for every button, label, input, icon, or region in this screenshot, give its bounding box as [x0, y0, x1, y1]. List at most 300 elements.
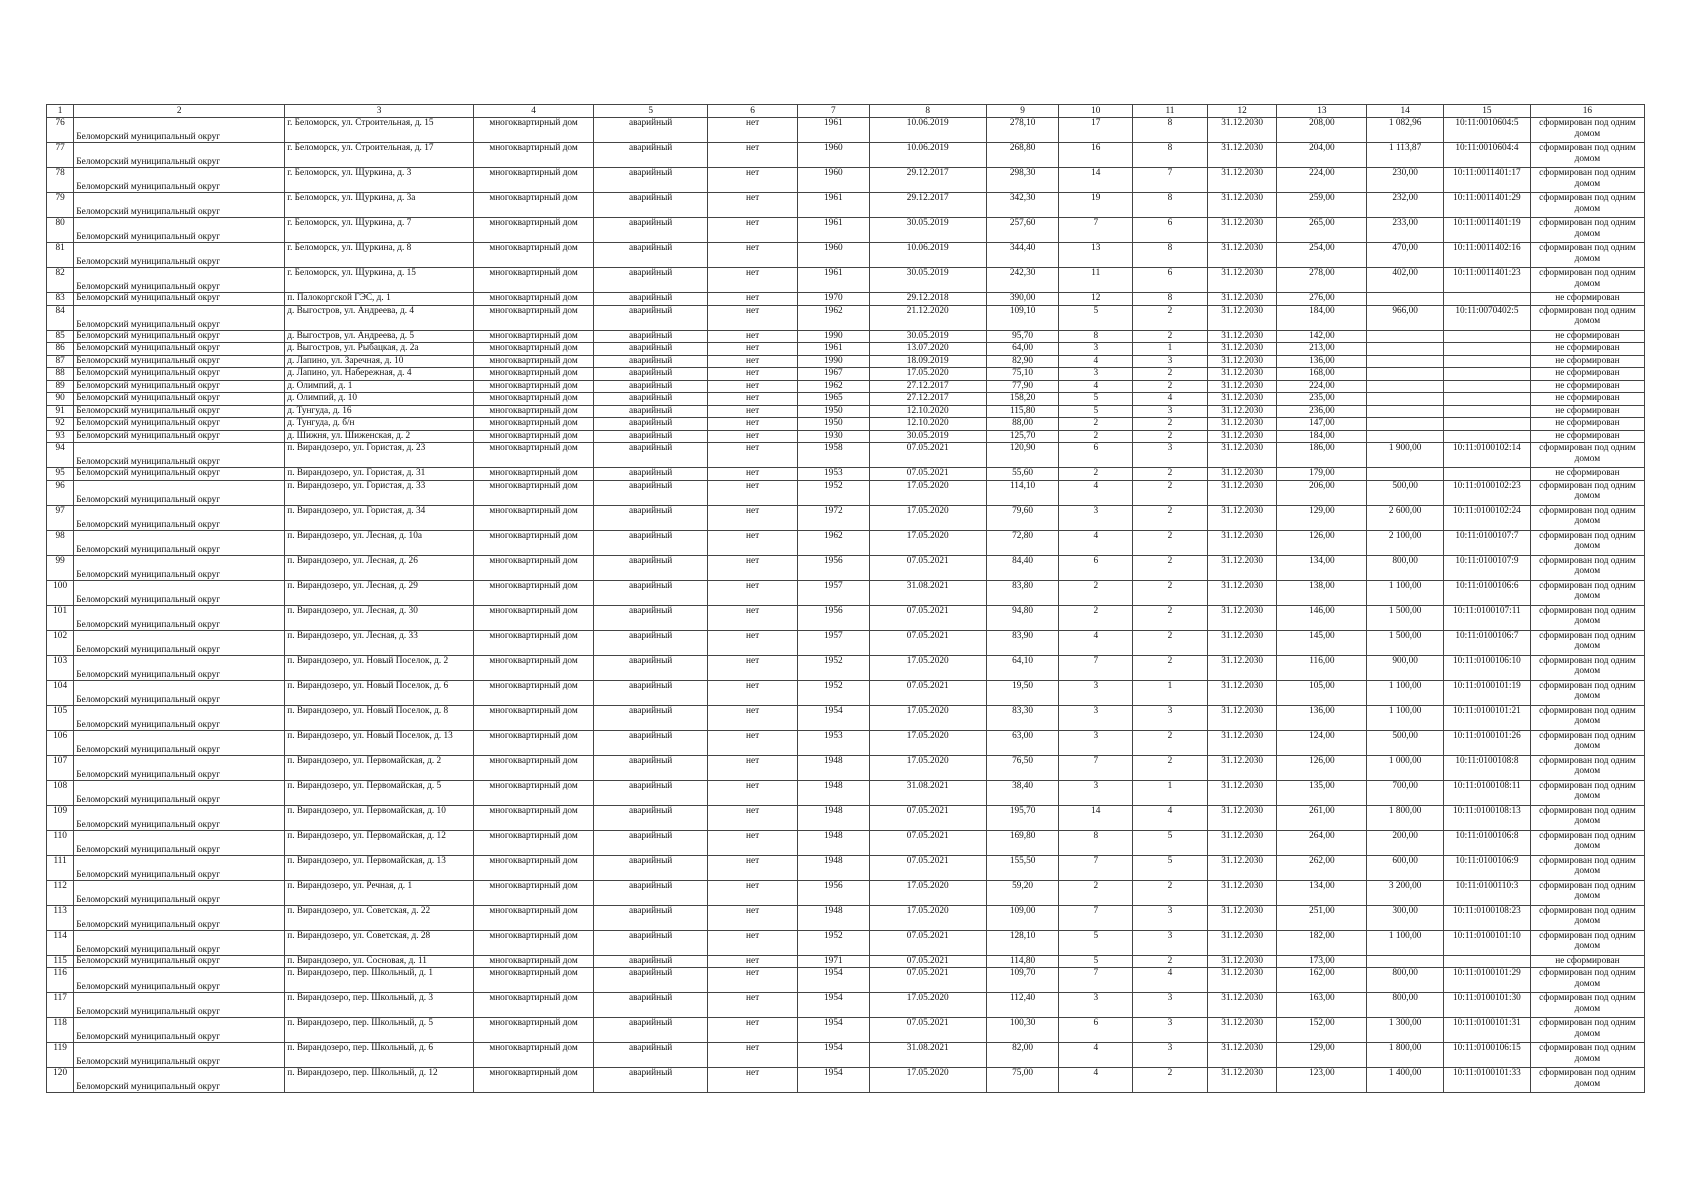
building-type-cell: многоквартирный дом [473, 405, 593, 418]
row-number-cell: 108 [47, 780, 74, 805]
flag-cell: нет [708, 930, 798, 955]
row-number-cell: 88 [47, 368, 74, 381]
col13-cell: 213,00 [1277, 343, 1367, 356]
municipality-cell: Беломорский муниципальный округ [74, 243, 285, 268]
land-area-cell: 1 500,00 [1367, 605, 1444, 630]
building-type-cell: многоквартирный дом [473, 805, 593, 830]
land-area-cell: 2 600,00 [1367, 505, 1444, 530]
deadline-cell: 31.12.2030 [1207, 505, 1277, 530]
area-cell: 344,40 [986, 243, 1059, 268]
flag-cell: нет [708, 118, 798, 143]
land-area-cell: 1 100,00 [1367, 705, 1444, 730]
row-number-cell: 89 [47, 380, 74, 393]
condition-cell: аварийный [594, 955, 708, 968]
land-status-cell: сформирован под одним домом [1530, 555, 1644, 580]
table-row [47, 605, 1645, 630]
col11-cell: 2 [1133, 605, 1208, 630]
land-status-cell: сформирован под одним домом [1530, 655, 1644, 680]
recognition-date-cell: 21.12.2020 [869, 305, 986, 330]
col13-cell: 204,00 [1277, 143, 1367, 168]
land-status-cell: сформирован под одним домом [1530, 118, 1644, 143]
row-number-cell: 82 [47, 268, 74, 293]
building-type-cell: многоквартирный дом [473, 655, 593, 680]
address-cell: п. Вирандозеро, ул. Первомайская, д. 5 [285, 780, 474, 805]
col13-cell: 278,00 [1277, 268, 1367, 293]
deadline-cell: 31.12.2030 [1207, 680, 1277, 705]
cadastral-number-cell: 10:11:0100102:24 [1444, 505, 1531, 530]
address-cell: д. Шижня, ул. Шиженская, д. 2 [285, 430, 474, 443]
land-status-cell: сформирован под одним домом [1530, 268, 1644, 293]
col10-cell: 8 [1059, 830, 1133, 855]
col11-cell: 6 [1133, 218, 1208, 243]
recognition-date-cell: 17.05.2020 [869, 530, 986, 555]
municipality-cell: Беломорский муниципальный округ [74, 343, 285, 356]
building-type-cell: многоквартирный дом [473, 630, 593, 655]
area-cell: 59,20 [986, 880, 1059, 905]
cadastral-number-cell: 10:11:0100102:23 [1444, 480, 1531, 505]
building-type-cell: многоквартирный дом [473, 343, 593, 356]
municipality-cell: Беломорский муниципальный округ [74, 805, 285, 830]
table-row [47, 968, 1645, 993]
condition-cell: аварийный [594, 380, 708, 393]
year-built-cell: 1956 [798, 555, 870, 580]
deadline-cell: 31.12.2030 [1207, 1018, 1277, 1043]
column-header: 7 [798, 105, 870, 118]
column-header: 1 [47, 105, 74, 118]
table-row [47, 443, 1645, 468]
municipality-cell: Беломорский муниципальный округ [74, 755, 285, 780]
col11-cell: 3 [1133, 355, 1208, 368]
address-cell: д. Выгостров, ул. Рыбацкая, д. 2а [285, 343, 474, 356]
deadline-cell: 31.12.2030 [1207, 905, 1277, 930]
year-built-cell: 1952 [798, 655, 870, 680]
cadastral-number-cell [1444, 368, 1531, 381]
cadastral-number-cell: 10:11:0010604:5 [1444, 118, 1531, 143]
table-row [47, 705, 1645, 730]
condition-cell: аварийный [594, 480, 708, 505]
year-built-cell: 1950 [798, 405, 870, 418]
municipality-cell: Беломорский муниципальный округ [74, 468, 285, 481]
condition-cell: аварийный [594, 605, 708, 630]
cadastral-number-cell [1444, 330, 1531, 343]
recognition-date-cell: 07.05.2021 [869, 805, 986, 830]
condition-cell: аварийный [594, 968, 708, 993]
condition-cell: аварийный [594, 580, 708, 605]
row-number-cell: 107 [47, 755, 74, 780]
flag-cell: нет [708, 268, 798, 293]
building-type-cell: многоквартирный дом [473, 968, 593, 993]
municipality-cell: Беломорский муниципальный округ [74, 355, 285, 368]
col10-cell: 2 [1059, 468, 1133, 481]
building-type-cell: многоквартирный дом [473, 193, 593, 218]
flag-cell: нет [708, 880, 798, 905]
condition-cell: аварийный [594, 1068, 708, 1093]
condition-cell: аварийный [594, 293, 708, 306]
condition-cell: аварийный [594, 655, 708, 680]
col11-cell: 2 [1133, 505, 1208, 530]
cadastral-number-cell: 10:11:0100101:10 [1444, 930, 1531, 955]
table-row [47, 430, 1645, 443]
col11-cell: 1 [1133, 343, 1208, 356]
recognition-date-cell: 07.05.2021 [869, 1018, 986, 1043]
year-built-cell: 1954 [798, 1018, 870, 1043]
registry-table [46, 104, 1645, 1093]
condition-cell: аварийный [594, 393, 708, 406]
recognition-date-cell: 17.05.2020 [869, 655, 986, 680]
land-status-cell: сформирован под одним домом [1530, 605, 1644, 630]
col10-cell: 7 [1059, 218, 1133, 243]
land-status-cell: сформирован под одним домом [1530, 168, 1644, 193]
land-area-cell: 1 800,00 [1367, 805, 1444, 830]
address-cell: п. Вирандозеро, ул. Лесная, д. 33 [285, 630, 474, 655]
deadline-cell: 31.12.2030 [1207, 118, 1277, 143]
col13-cell: 184,00 [1277, 305, 1367, 330]
table-row [47, 630, 1645, 655]
address-cell: г. Беломорск, ул. Строительная, д. 15 [285, 118, 474, 143]
column-header: 10 [1059, 105, 1133, 118]
municipality-cell: Беломорский муниципальный округ [74, 293, 285, 306]
table-row [47, 355, 1645, 368]
land-area-cell: 500,00 [1367, 730, 1444, 755]
recognition-date-cell: 07.05.2021 [869, 468, 986, 481]
condition-cell: аварийный [594, 805, 708, 830]
row-number-cell: 77 [47, 143, 74, 168]
col13-cell: 173,00 [1277, 955, 1367, 968]
col10-cell: 14 [1059, 805, 1133, 830]
col13-cell: 129,00 [1277, 505, 1367, 530]
table-row [47, 730, 1645, 755]
deadline-cell: 31.12.2030 [1207, 368, 1277, 381]
recognition-date-cell: 29.12.2018 [869, 293, 986, 306]
flag-cell: нет [708, 393, 798, 406]
land-status-cell: не сформирован [1530, 405, 1644, 418]
year-built-cell: 1956 [798, 880, 870, 905]
col13-cell: 276,00 [1277, 293, 1367, 306]
year-built-cell: 1960 [798, 243, 870, 268]
column-header: 4 [473, 105, 593, 118]
deadline-cell: 31.12.2030 [1207, 655, 1277, 680]
recognition-date-cell: 31.08.2021 [869, 580, 986, 605]
building-type-cell: многоквартирный дом [473, 393, 593, 406]
flag-cell: нет [708, 418, 798, 431]
col13-cell: 186,00 [1277, 443, 1367, 468]
municipality-cell: Беломорский муниципальный округ [74, 268, 285, 293]
address-cell: п. Вирандозеро, ул. Сосновая, д. 11 [285, 955, 474, 968]
row-number-cell: 90 [47, 393, 74, 406]
col11-cell: 5 [1133, 855, 1208, 880]
land-status-cell: сформирован под одним домом [1530, 443, 1644, 468]
table-row [47, 655, 1645, 680]
row-number-cell: 102 [47, 630, 74, 655]
row-number-cell: 112 [47, 880, 74, 905]
area-cell: 114,80 [986, 955, 1059, 968]
year-built-cell: 1961 [798, 218, 870, 243]
recognition-date-cell: 07.05.2021 [869, 555, 986, 580]
flag-cell: нет [708, 955, 798, 968]
cadastral-number-cell: 10:11:0100101:19 [1444, 680, 1531, 705]
land-area-cell: 1 000,00 [1367, 755, 1444, 780]
column-header: 2 [74, 105, 285, 118]
col13-cell: 116,00 [1277, 655, 1367, 680]
cadastral-number-cell: 10:11:0011401:23 [1444, 268, 1531, 293]
land-status-cell: сформирован под одним домом [1530, 143, 1644, 168]
cadastral-number-cell [1444, 393, 1531, 406]
deadline-cell: 31.12.2030 [1207, 468, 1277, 481]
col10-cell: 4 [1059, 630, 1133, 655]
area-cell: 75,10 [986, 368, 1059, 381]
column-header: 9 [986, 105, 1059, 118]
municipality-cell: Беломорский муниципальный округ [74, 555, 285, 580]
building-type-cell: многоквартирный дом [473, 880, 593, 905]
col11-cell: 8 [1133, 143, 1208, 168]
table-row [47, 218, 1645, 243]
year-built-cell: 1952 [798, 480, 870, 505]
area-cell: 257,60 [986, 218, 1059, 243]
deadline-cell: 31.12.2030 [1207, 443, 1277, 468]
address-cell: д. Олимпий, д. 10 [285, 393, 474, 406]
flag-cell: нет [708, 855, 798, 880]
area-cell: 169,80 [986, 830, 1059, 855]
table-row [47, 780, 1645, 805]
row-number-cell: 78 [47, 168, 74, 193]
recognition-date-cell: 07.05.2021 [869, 955, 986, 968]
land-area-cell: 2 100,00 [1367, 530, 1444, 555]
condition-cell: аварийный [594, 1043, 708, 1068]
condition-cell: аварийный [594, 218, 708, 243]
col11-cell: 2 [1133, 555, 1208, 580]
land-area-cell [1367, 293, 1444, 306]
cadastral-number-cell: 10:11:0010604:4 [1444, 143, 1531, 168]
land-area-cell: 1 900,00 [1367, 443, 1444, 468]
col11-cell: 7 [1133, 168, 1208, 193]
condition-cell: аварийный [594, 530, 708, 555]
land-area-cell: 3 200,00 [1367, 880, 1444, 905]
land-status-cell: сформирован под одним домом [1530, 905, 1644, 930]
col13-cell: 236,00 [1277, 405, 1367, 418]
area-cell: 95,70 [986, 330, 1059, 343]
condition-cell: аварийный [594, 193, 708, 218]
column-number-row [47, 105, 1645, 118]
condition-cell: аварийный [594, 143, 708, 168]
land-area-cell: 470,00 [1367, 243, 1444, 268]
land-area-cell: 800,00 [1367, 993, 1444, 1018]
year-built-cell: 1990 [798, 330, 870, 343]
land-area-cell: 1 100,00 [1367, 580, 1444, 605]
row-number-cell: 91 [47, 405, 74, 418]
municipality-cell: Беломорский муниципальный округ [74, 730, 285, 755]
municipality-cell: Беломорский муниципальный округ [74, 855, 285, 880]
col10-cell: 4 [1059, 380, 1133, 393]
land-status-cell: сформирован под одним домом [1530, 530, 1644, 555]
year-built-cell: 1965 [798, 393, 870, 406]
condition-cell: аварийный [594, 993, 708, 1018]
municipality-cell: Беломорский муниципальный округ [74, 968, 285, 993]
col10-cell: 11 [1059, 268, 1133, 293]
col13-cell: 224,00 [1277, 380, 1367, 393]
year-built-cell: 1954 [798, 1043, 870, 1068]
col13-cell: 136,00 [1277, 705, 1367, 730]
cadastral-number-cell: 10:11:0011401:19 [1444, 218, 1531, 243]
land-status-cell: сформирован под одним домом [1530, 830, 1644, 855]
condition-cell: аварийный [594, 168, 708, 193]
flag-cell: нет [708, 705, 798, 730]
row-number-cell: 95 [47, 468, 74, 481]
address-cell: п. Вирандозеро, пер. Школьный, д. 12 [285, 1068, 474, 1093]
col10-cell: 4 [1059, 355, 1133, 368]
land-area-cell: 1 300,00 [1367, 1018, 1444, 1043]
condition-cell: аварийный [594, 430, 708, 443]
land-status-cell: сформирован под одним домом [1530, 243, 1644, 268]
building-type-cell: многоквартирный дом [473, 168, 593, 193]
recognition-date-cell: 17.05.2020 [869, 905, 986, 930]
col11-cell: 2 [1133, 730, 1208, 755]
year-built-cell: 1954 [798, 993, 870, 1018]
table-row [47, 955, 1645, 968]
cadastral-number-cell: 10:11:0100106:6 [1444, 580, 1531, 605]
deadline-cell: 31.12.2030 [1207, 880, 1277, 905]
area-cell: 114,10 [986, 480, 1059, 505]
cadastral-number-cell: 10:11:0100108:8 [1444, 755, 1531, 780]
row-number-cell: 86 [47, 343, 74, 356]
land-status-cell: сформирован под одним домом [1530, 930, 1644, 955]
row-number-cell: 93 [47, 430, 74, 443]
flag-cell: нет [708, 168, 798, 193]
building-type-cell: многоквартирный дом [473, 218, 593, 243]
col10-cell: 7 [1059, 968, 1133, 993]
col13-cell: 129,00 [1277, 1043, 1367, 1068]
land-status-cell: не сформирован [1530, 468, 1644, 481]
table-row [47, 193, 1645, 218]
recognition-date-cell: 31.08.2021 [869, 780, 986, 805]
municipality-cell: Беломорский муниципальный округ [74, 368, 285, 381]
land-status-cell: сформирован под одним домом [1530, 1018, 1644, 1043]
cadastral-number-cell [1444, 405, 1531, 418]
recognition-date-cell: 18.09.2019 [869, 355, 986, 368]
row-number-cell: 79 [47, 193, 74, 218]
condition-cell: аварийный [594, 780, 708, 805]
municipality-cell: Беломорский муниципальный округ [74, 1068, 285, 1093]
area-cell: 82,00 [986, 1043, 1059, 1068]
row-number-cell: 111 [47, 855, 74, 880]
row-number-cell: 101 [47, 605, 74, 630]
table-row [47, 930, 1645, 955]
flag-cell: нет [708, 555, 798, 580]
address-cell: п. Палокоргской ГЭС, д. 1 [285, 293, 474, 306]
municipality-cell: Беломорский муниципальный округ [74, 993, 285, 1018]
area-cell: 100,30 [986, 1018, 1059, 1043]
recognition-date-cell: 10.06.2019 [869, 143, 986, 168]
col10-cell: 6 [1059, 1018, 1133, 1043]
deadline-cell: 31.12.2030 [1207, 580, 1277, 605]
land-area-cell [1367, 405, 1444, 418]
municipality-cell: Беломорский муниципальный округ [74, 418, 285, 431]
address-cell: г. Беломорск, ул. Щуркина, д. 3 [285, 168, 474, 193]
cadastral-number-cell [1444, 293, 1531, 306]
land-status-cell: не сформирован [1530, 368, 1644, 381]
condition-cell: аварийный [594, 368, 708, 381]
table-row [47, 555, 1645, 580]
address-cell: п. Вирандозеро, ул. Первомайская, д. 13 [285, 855, 474, 880]
condition-cell: аварийный [594, 630, 708, 655]
area-cell: 75,00 [986, 1068, 1059, 1093]
year-built-cell: 1948 [798, 830, 870, 855]
col10-cell: 7 [1059, 855, 1133, 880]
building-type-cell: многоквартирный дом [473, 705, 593, 730]
col11-cell: 2 [1133, 955, 1208, 968]
year-built-cell: 1957 [798, 630, 870, 655]
area-cell: 298,30 [986, 168, 1059, 193]
row-number-cell: 103 [47, 655, 74, 680]
building-type-cell: многоквартирный дом [473, 680, 593, 705]
year-built-cell: 1953 [798, 468, 870, 481]
col10-cell: 17 [1059, 118, 1133, 143]
table-row [47, 468, 1645, 481]
land-area-cell: 800,00 [1367, 555, 1444, 580]
column-header: 5 [594, 105, 708, 118]
flag-cell: нет [708, 605, 798, 630]
table-row [47, 243, 1645, 268]
land-status-cell: сформирован под одним домом [1530, 680, 1644, 705]
land-area-cell: 1 100,00 [1367, 930, 1444, 955]
municipality-cell: Беломорский муниципальный округ [74, 880, 285, 905]
address-cell: п. Вирандозеро, ул. Новый Поселок, д. 2 [285, 655, 474, 680]
table-row [47, 580, 1645, 605]
municipality-cell: Беломорский муниципальный округ [74, 955, 285, 968]
deadline-cell: 31.12.2030 [1207, 755, 1277, 780]
land-area-cell: 402,00 [1367, 268, 1444, 293]
col10-cell: 2 [1059, 880, 1133, 905]
recognition-date-cell: 17.05.2020 [869, 880, 986, 905]
land-area-cell: 233,00 [1367, 218, 1444, 243]
col11-cell: 3 [1133, 993, 1208, 1018]
municipality-cell: Беломорский муниципальный округ [74, 193, 285, 218]
deadline-cell: 31.12.2030 [1207, 705, 1277, 730]
recognition-date-cell: 12.10.2020 [869, 418, 986, 431]
municipality-cell: Беломорский муниципальный округ [74, 330, 285, 343]
cadastral-number-cell: 10:11:0100108:13 [1444, 805, 1531, 830]
table-row [47, 380, 1645, 393]
row-number-cell: 76 [47, 118, 74, 143]
col11-cell: 3 [1133, 705, 1208, 730]
col10-cell: 7 [1059, 755, 1133, 780]
year-built-cell: 1962 [798, 380, 870, 393]
area-cell: 94,80 [986, 605, 1059, 630]
address-cell: п. Вирандозеро, ул. Лесная, д. 29 [285, 580, 474, 605]
area-cell: 195,70 [986, 805, 1059, 830]
address-cell: д. Лапино, ул. Заречная, д. 10 [285, 355, 474, 368]
land-status-cell: сформирован под одним домом [1530, 630, 1644, 655]
row-number-cell: 97 [47, 505, 74, 530]
flag-cell: нет [708, 368, 798, 381]
year-built-cell: 1990 [798, 355, 870, 368]
table-row [47, 855, 1645, 880]
cadastral-number-cell: 10:11:0100106:7 [1444, 630, 1531, 655]
deadline-cell: 31.12.2030 [1207, 955, 1277, 968]
building-type-cell: многоквартирный дом [473, 830, 593, 855]
condition-cell: аварийный [594, 330, 708, 343]
area-cell: 83,90 [986, 630, 1059, 655]
cadastral-number-cell [1444, 343, 1531, 356]
table-row [47, 368, 1645, 381]
deadline-cell: 31.12.2030 [1207, 480, 1277, 505]
area-cell: 82,90 [986, 355, 1059, 368]
row-number-cell: 115 [47, 955, 74, 968]
flag-cell: нет [708, 968, 798, 993]
recognition-date-cell: 07.05.2021 [869, 830, 986, 855]
area-cell: 112,40 [986, 993, 1059, 1018]
land-area-cell: 1 500,00 [1367, 630, 1444, 655]
deadline-cell: 31.12.2030 [1207, 430, 1277, 443]
